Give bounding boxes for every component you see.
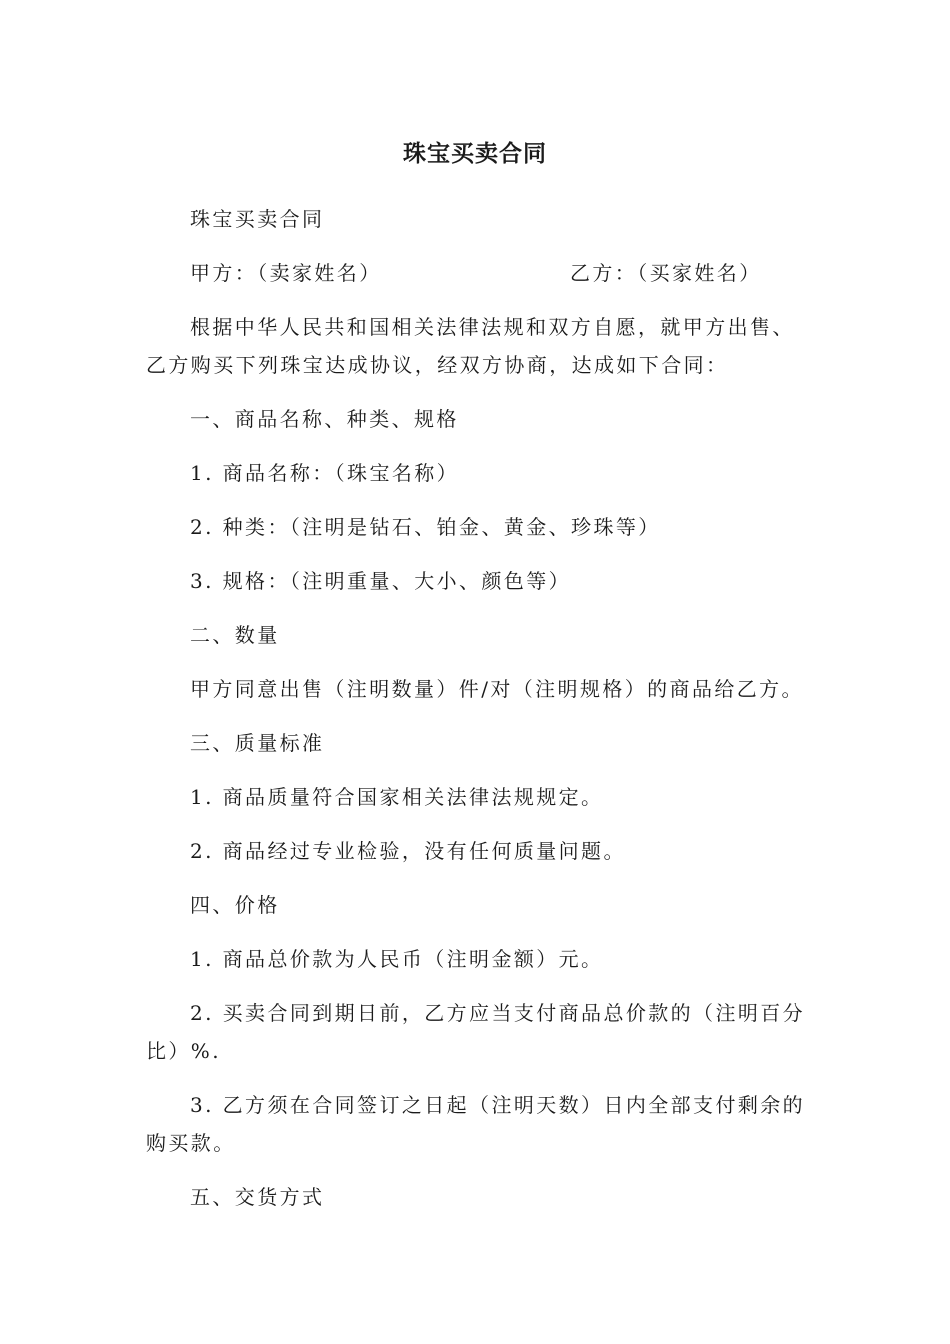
- clause-item: 2. 买卖合同到期日前，乙方应当支付商品总价款的（注明百分比）%.: [146, 1001, 806, 1063]
- document-title: 珠宝买卖合同: [403, 141, 547, 167]
- section-heading: 二、数量: [190, 623, 280, 647]
- clause-paragraph: 甲方同意出售（注明数量）件/对（注明规格）的商品给乙方。: [190, 677, 804, 701]
- document-body: [146, 200, 806, 1232]
- intro-paragraph: 根据中华人民共和国相关法律法规和双方自愿，就甲方出售、乙方购买下列珠宝达成协议，经双方协商，达成如下合同：: [146, 315, 795, 377]
- section-heading: 一、商品名称、种类、规格: [190, 407, 459, 431]
- clause-item: 3. 规格：（注明重量、大小、颜色等）: [190, 569, 572, 593]
- clause-item: 1. 商品总价款为人民币（注明金额）元。: [190, 947, 604, 971]
- party-b: 乙方：（买家姓名）: [570, 261, 762, 285]
- party-a: 甲方：（卖家姓名）: [190, 261, 382, 285]
- clause-item: 2. 商品经过专业检验，没有任何质量问题。: [190, 839, 626, 863]
- clause-item: 1. 商品质量符合国家相关法律法规规定。: [190, 785, 604, 809]
- section-heading: 四、价格: [190, 893, 280, 917]
- parties-line: [146, 254, 806, 292]
- document-subtitle: 珠宝买卖合同: [190, 207, 325, 231]
- section-heading: 五、交货方式: [190, 1185, 325, 1209]
- clause-item: 1. 商品名称：（珠宝名称）: [190, 461, 460, 485]
- clause-item: 2. 种类：（注明是钻石、铂金、黄金、珍珠等）: [190, 515, 661, 539]
- section-heading: 三、质量标准: [190, 731, 325, 755]
- clause-item: 3. 乙方须在合同签订之日起（注明天数）日内全部支付剩余的购买款。: [146, 1093, 806, 1155]
